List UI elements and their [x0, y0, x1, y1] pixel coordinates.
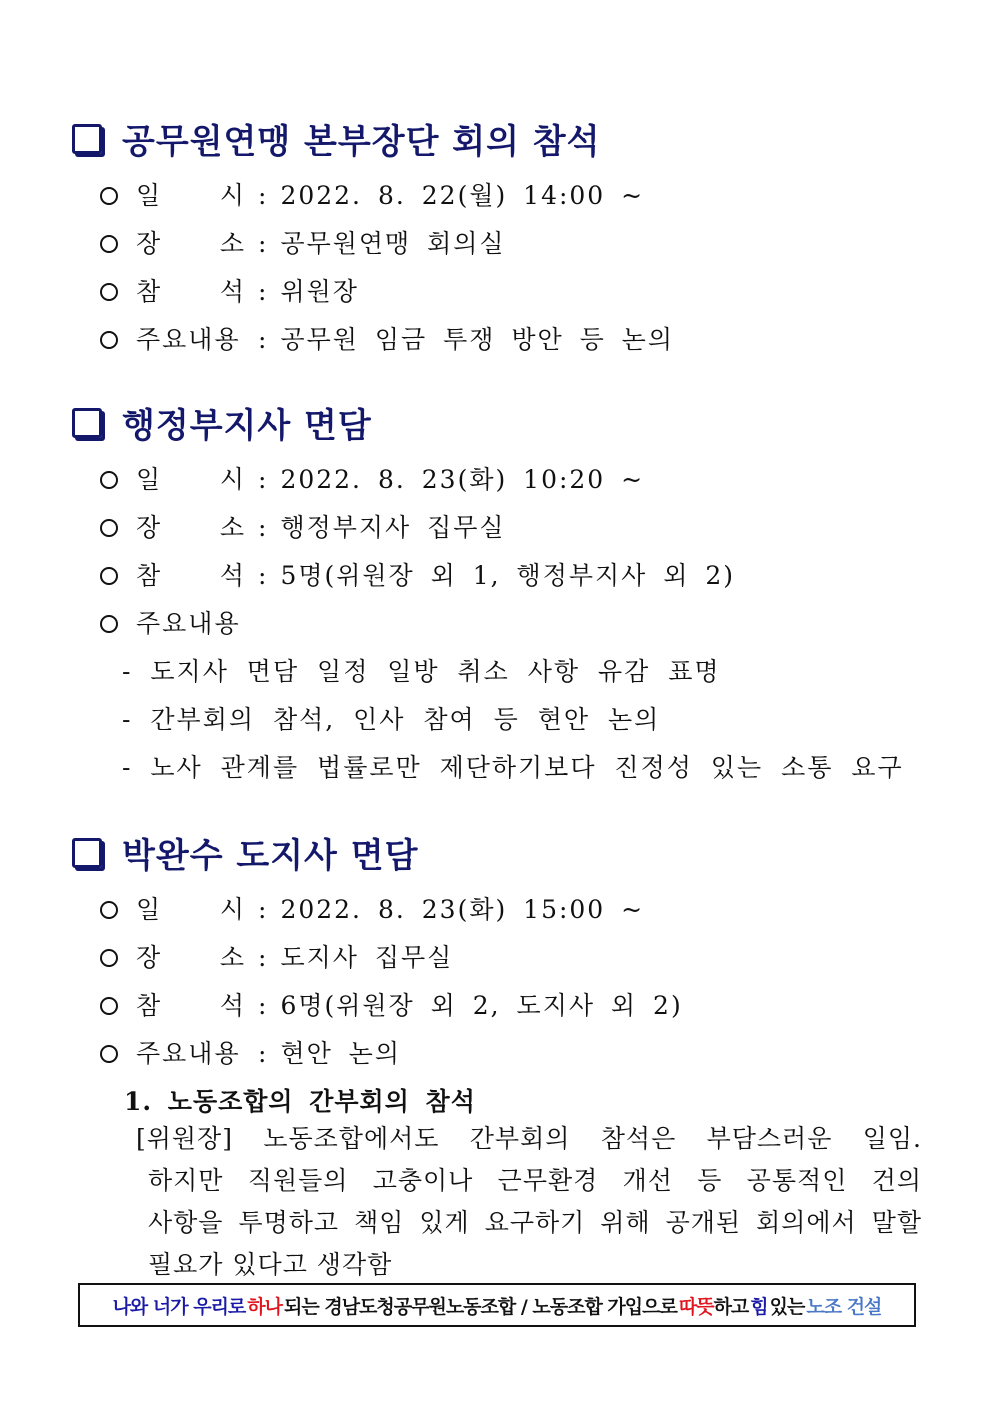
- slogan-part: 하고: [713, 1295, 749, 1318]
- circle-bullet-icon: [100, 519, 118, 537]
- footer-slogan: [78, 1283, 916, 1327]
- item-label: 참 석: [136, 277, 246, 306]
- item-label: 주요내용: [136, 1039, 241, 1068]
- detail-line: - 간부회의 참석, 인사 참여 등 현안 논의: [122, 705, 661, 734]
- slogan-part: 있는: [769, 1295, 805, 1318]
- item-label: 일 시: [136, 181, 246, 210]
- item-attendees: 참 석 : 위원장: [100, 272, 359, 308]
- item-label: 일 시: [136, 895, 246, 924]
- item-datetime: 일 시 : 2022. 8. 22(월) 14:00 ~: [100, 176, 644, 212]
- paragraph-line: [위원장] 노동조합에서도 간부회의 참석은 부담스러운 일임.: [136, 1124, 922, 1153]
- circle-bullet-icon: [100, 235, 118, 253]
- circle-bullet-icon: [100, 187, 118, 205]
- section-title-1: 공무원연맹 본부장단 회의 참석: [72, 114, 600, 163]
- item-label: 장 소: [136, 943, 246, 972]
- item-attendees: 참 석 : 5명(위원장 외 1, 행정부지사 외 2): [100, 556, 735, 592]
- slogan-part: 노조 건설: [806, 1295, 882, 1318]
- circle-bullet-icon: [100, 567, 118, 585]
- circle-bullet-icon: [100, 949, 118, 967]
- circle-bullet-icon: [100, 471, 118, 489]
- item-place: 장 소 : 행정부지사 집무실: [100, 508, 506, 544]
- circle-bullet-icon: [100, 331, 118, 349]
- section-title-2: 행정부지사 면담: [72, 398, 372, 447]
- item-label: 참 석: [136, 991, 246, 1020]
- slogan-part: 힘: [750, 1295, 768, 1318]
- item-datetime: 일 시 : 2022. 8. 23(화) 15:00 ~: [100, 890, 644, 926]
- circle-bullet-icon: [100, 901, 118, 919]
- checkbox-square-icon: [72, 408, 102, 438]
- statement-paragraph: [136, 1118, 922, 1286]
- item-content: [100, 604, 258, 640]
- item-label: 참 석: [136, 561, 246, 590]
- circle-bullet-icon: [100, 1045, 118, 1063]
- checkbox-square-icon: [72, 124, 102, 154]
- slogan-part: 따뜻: [678, 1295, 714, 1318]
- detail-line: - 노사 관계를 법률로만 제단하기보다 진정성 있는 소통 요구: [122, 753, 904, 782]
- detail-line: - 도지사 면담 일정 일방 취소 사항 유감 표명: [122, 657, 721, 686]
- item-place: 장 소 : 공무원연맹 회의실: [100, 224, 506, 260]
- item-attendees: 참 석 : 6명(위원장 외 2, 도지사 외 2): [100, 986, 683, 1022]
- numbered-subtitle: 1. 노동조합의 간부회의 참석: [124, 1087, 476, 1116]
- section-title-3: 박완수 도지사 면담: [72, 828, 418, 877]
- slogan-part: 하나: [247, 1295, 283, 1318]
- item-label: 주요내용: [136, 325, 241, 354]
- item-label: 장 소: [136, 513, 246, 542]
- circle-bullet-icon: [100, 283, 118, 301]
- paragraph-line: 하지만 직원들의 고충이나 근무환경 개선 등 공통적인 건의: [148, 1166, 922, 1195]
- item-content: 주요내용 : 현안 논의: [100, 1034, 401, 1070]
- item-label: 일 시: [136, 465, 246, 494]
- slogan-part: 나와 너가 우리로: [112, 1295, 246, 1318]
- paragraph-line: 사항을 투명하고 책임 있게 요구하기 위해 공개된 회의에서 말할: [148, 1208, 922, 1237]
- item-place: 장 소 : 도지사 집무실: [100, 938, 453, 974]
- paragraph-line: 필요가 있다고 생각함: [148, 1250, 393, 1279]
- item-content: 주요내용 : 공무원 임금 투쟁 방안 등 논의: [100, 320, 674, 356]
- item-label: 장 소: [136, 229, 246, 258]
- checkbox-square-icon: [72, 838, 102, 868]
- circle-bullet-icon: [100, 997, 118, 1015]
- slogan-part: 되는 경남도청공무원노동조합 / 노동조합 가입으로: [284, 1295, 677, 1318]
- circle-bullet-icon: [100, 615, 118, 633]
- item-datetime: 일 시 : 2022. 8. 23(화) 10:20 ~: [100, 460, 644, 496]
- item-label: 주요내용: [136, 609, 241, 638]
